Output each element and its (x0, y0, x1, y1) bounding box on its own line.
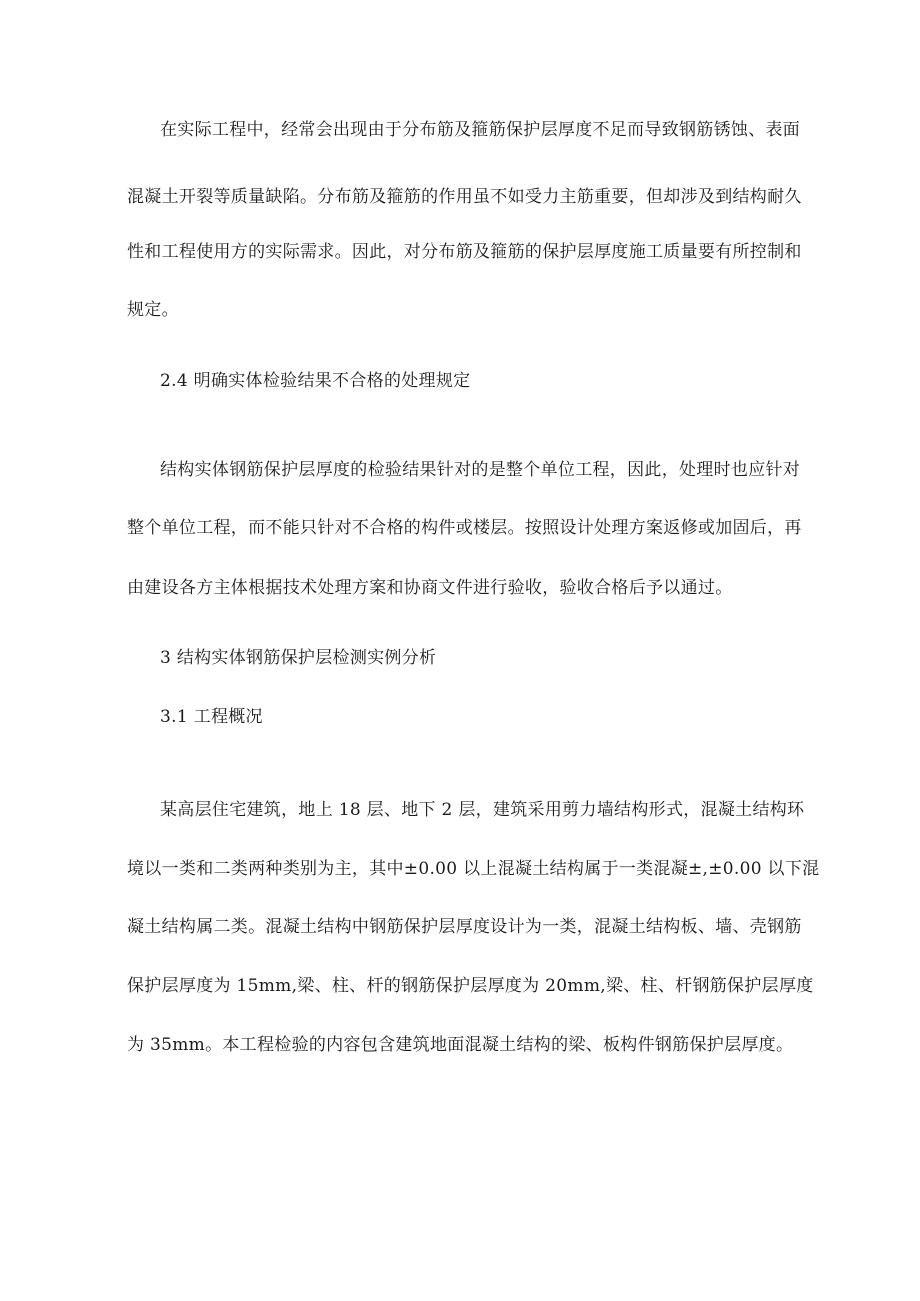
text-line: 性和工程使用方的实际需求。因此，对分布筋及箍筋的保护层厚度施工质量要有所控制和 (127, 242, 802, 262)
text-line: 在实际工程中，经常会出现由于分布筋及箍筋保护层厚度不足而导致钢筋锈蚀、表面 (160, 120, 801, 140)
text-line: 某高层住宅建筑，地上 18 层、地下 2 层，建筑采用剪力墙结构形式，混凝土结构环 (160, 800, 805, 820)
text-line: 由建设各方主体根据技术处理方案和协商文件进行验收，验收合格后予以通过。 (127, 578, 733, 598)
text-line: 为 35mm。本工程检验的内容包含建筑地面混凝土结构的梁、板构件钢筋保护层厚度。 (127, 1035, 794, 1055)
section-heading-2-4: 2.4 明确实体检验结果不合格的处理规定 (160, 371, 471, 391)
text-line: 结构实体钢筋保护层厚度的检验结果针对的是整个单位工程，因此，处理时也应针对 (160, 460, 801, 480)
section-heading-3: 3 结构实体钢筋保护层检测实例分析 (160, 648, 437, 668)
text-line: 规定。 (127, 300, 179, 320)
text-line: 境以一类和二类两种类别为主，其中±0.00 以上混凝土结构属于一类混凝±,±0.00 以下混 (127, 859, 820, 879)
section-heading-3-1: 3.1 工程概况 (160, 707, 263, 727)
text-line: 混凝土开裂等质量缺陷。分布筋及箍筋的作用虽不如受力主筋重要，但却涉及到结构耐久 (127, 187, 802, 207)
text-line: 凝土结构属二类。混凝土结构中钢筋保护层厚度设计为一类，混凝土结构板、墙、壳钢筋 (127, 917, 802, 937)
text-line: 整个单位工程，而不能只针对不合格的构件或楼层。按照设计处理方案返修或加固后，再 (127, 518, 802, 538)
text-line: 保护层厚度为 15mm,梁、柱、杆的钢筋保护层厚度为 20mm,梁、柱、杆钢筋保护层厚度 (127, 976, 814, 996)
